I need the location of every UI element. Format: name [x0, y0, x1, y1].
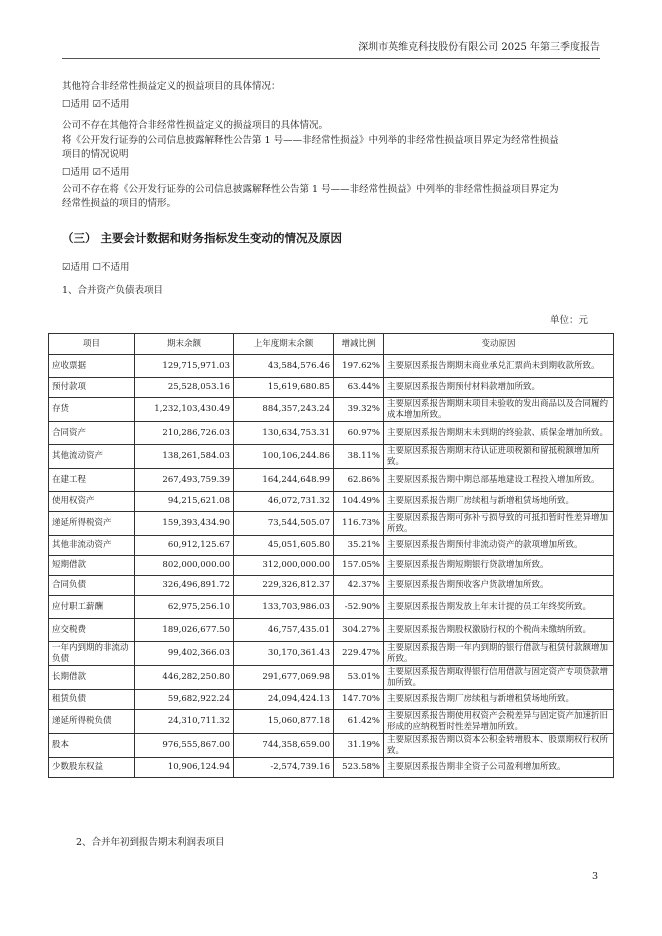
- row-prior-balance: 133,703,986.03: [234, 596, 334, 619]
- row-ending-balance: 1,232,103,430.49: [135, 398, 234, 422]
- section-3-heading: （三） 主要会计数据和财务指标发生变动的情况及原因: [62, 231, 343, 245]
- subtitle-balance-sheet: 1、合并资产负债表项目: [62, 285, 164, 296]
- page-number: 3: [591, 871, 598, 882]
- table-row: [49, 710, 614, 734]
- header-ending-balance: 期末余额: [135, 334, 234, 355]
- applicability-check-3: ☑适用 ☐不适用: [62, 262, 130, 273]
- row-change-ratio: -52.90%: [334, 596, 384, 619]
- subtitle-income-statement: 2、合并年初到报告期末利润表项目: [76, 837, 225, 848]
- row-change-ratio: 62.86%: [334, 469, 384, 492]
- row-change-ratio: 197.62%: [334, 355, 384, 378]
- row-ending-balance: 189,026,677.50: [135, 619, 234, 642]
- row-reason: 主要原因系报告期期末待认证进项税额和留抵税额增加所致。: [384, 445, 614, 469]
- row-ending-balance: 10,906,124.94: [135, 758, 234, 778]
- row-change-ratio: 61.42%: [334, 710, 384, 734]
- row-item: 在建工程: [49, 469, 135, 492]
- balance-sheet-change-table: [48, 333, 614, 778]
- row-ending-balance: 59,682,922.24: [135, 690, 234, 710]
- row-item: 应付职工薪酬: [49, 596, 135, 619]
- row-reason: 主要原因系报告期预付非流动资产的款项增加所致。: [384, 536, 614, 556]
- row-ending-balance: 99,402,366.03: [135, 642, 234, 666]
- row-reason: 主要原因系报告期期末商业承兑汇票尚未到期收款所致。: [384, 355, 614, 378]
- table-row: [49, 492, 614, 512]
- row-item: 其他非流动资产: [49, 536, 135, 556]
- row-change-ratio: 157.05%: [334, 556, 384, 576]
- row-item: 存货: [49, 398, 135, 422]
- row-prior-balance: 46,757,435.01: [234, 619, 334, 642]
- row-change-ratio: 35.21%: [334, 536, 384, 556]
- table-row: [49, 469, 614, 492]
- unit-label: 单位：元: [549, 315, 588, 326]
- table-row: [49, 445, 614, 469]
- row-reason: 主要原因系报告期预收客户货款增加所致。: [384, 576, 614, 596]
- row-reason: 主要原因系报告期股权激励行权的个税尚未缴纳所致。: [384, 619, 614, 642]
- row-item: 其他流动资产: [49, 445, 135, 469]
- page-header: [62, 42, 600, 59]
- row-reason: 主要原因系报告期取得银行信用借款与固定资产专项贷款增加所致。: [384, 666, 614, 690]
- row-item: 租赁负债: [49, 690, 135, 710]
- table-row: [49, 512, 614, 536]
- row-change-ratio: 523.58%: [334, 758, 384, 778]
- row-prior-balance: -2,574,739.16: [234, 758, 334, 778]
- row-reason: 主要原因系报告期一年内到期的银行借款与租赁付款额增加所致。: [384, 642, 614, 666]
- row-change-ratio: 42.37%: [334, 576, 384, 596]
- row-item: 合同负债: [49, 576, 135, 596]
- row-prior-balance: 229,326,812.37: [234, 576, 334, 596]
- classification-line-1: 将《公开发行证券的公司信息披露解释性公告第 1 号——非经常性损益》中列举的非经常性损益项目界定为经常性损益: [62, 135, 559, 146]
- table-row: [49, 378, 614, 398]
- row-prior-balance: 100,106,244.86: [234, 445, 334, 469]
- row-change-ratio: 31.19%: [334, 734, 384, 758]
- row-ending-balance: 24,310,711.32: [135, 710, 234, 734]
- row-prior-balance: 46,072,731.32: [234, 492, 334, 512]
- row-ending-balance: 210,286,726.03: [135, 422, 234, 445]
- applicability-check-1: ☐适用 ☑不适用: [62, 99, 130, 110]
- table-row: [49, 619, 614, 642]
- table-header-row: [49, 334, 614, 355]
- row-prior-balance: 15,060,877.18: [234, 710, 334, 734]
- row-change-ratio: 104.49%: [334, 492, 384, 512]
- row-reason: 主要原因系报告期使用权资产会税差异与固定资产加速折旧形成的应纳税暂时性差异增加所致。: [384, 710, 614, 734]
- row-ending-balance: 60,912,125.67: [135, 536, 234, 556]
- row-prior-balance: 744,358,659.00: [234, 734, 334, 758]
- header-change-ratio: 增减比例: [334, 334, 384, 355]
- row-ending-balance: 159,393,434.90: [135, 512, 234, 536]
- row-change-ratio: 38.11%: [334, 445, 384, 469]
- table-row: [49, 536, 614, 556]
- row-item: 递延所得税资产: [49, 512, 135, 536]
- table-row: [49, 355, 614, 378]
- row-change-ratio: 63.44%: [334, 378, 384, 398]
- row-reason: 主要原因系报告期以资本公积金转增股本、股票期权行权所致。: [384, 734, 614, 758]
- header-prior-year-balance: 上年度期末余额: [234, 334, 334, 355]
- row-change-ratio: 304.27%: [334, 619, 384, 642]
- row-prior-balance: 164,244,648.99: [234, 469, 334, 492]
- row-prior-balance: 15,619,680.85: [234, 378, 334, 398]
- classification-note-line-2: 经常性损益的项目的情形。: [62, 198, 177, 209]
- row-reason: 主要原因系报告期厂房续租与新增租赁场地所致。: [384, 492, 614, 512]
- row-reason: 主要原因系报告期可弥补亏损导致的可抵扣暂时性差异增加所致。: [384, 512, 614, 536]
- row-prior-balance: 73,544,505.07: [234, 512, 334, 536]
- row-ending-balance: 138,261,584.03: [135, 445, 234, 469]
- row-item: 使用权资产: [49, 492, 135, 512]
- row-item: 预付款项: [49, 378, 135, 398]
- row-prior-balance: 24,094,424.13: [234, 690, 334, 710]
- row-prior-balance: 43,584,576.46: [234, 355, 334, 378]
- classification-description: [62, 134, 598, 162]
- other-items-note: 公司不存在其他符合非经常性损益定义的损益项目的具体情况。: [62, 120, 329, 131]
- row-reason: 主要原因系报告期短期银行贷款增加所致。: [384, 556, 614, 576]
- row-ending-balance: 267,493,759.39: [135, 469, 234, 492]
- row-reason: 主要原因系报告期期末项目未验收的发出商品以及合同履约成本增加所致。: [384, 398, 614, 422]
- row-item: 长期借款: [49, 666, 135, 690]
- row-item: 递延所得税负债: [49, 710, 135, 734]
- row-reason: 主要原因系报告期非全资子公司盈利增加所致。: [384, 758, 614, 778]
- row-ending-balance: 326,496,891.72: [135, 576, 234, 596]
- table-row: [49, 422, 614, 445]
- row-item: 股本: [49, 734, 135, 758]
- row-item: 应交税费: [49, 619, 135, 642]
- row-ending-balance: 129,715,971.03: [135, 355, 234, 378]
- classification-note: [62, 183, 598, 211]
- row-ending-balance: 802,000,000.00: [135, 556, 234, 576]
- table-row: [49, 690, 614, 710]
- table-row: [49, 734, 614, 758]
- report-title: 深圳市英维克科技股份有限公司 2025 年第三季度报告: [358, 42, 600, 53]
- row-change-ratio: 147.70%: [334, 690, 384, 710]
- row-change-ratio: 53.01%: [334, 666, 384, 690]
- row-prior-balance: 312,000,000.00: [234, 556, 334, 576]
- row-change-ratio: 60.97%: [334, 422, 384, 445]
- row-change-ratio: 116.73%: [334, 512, 384, 536]
- row-change-ratio: 39.32%: [334, 398, 384, 422]
- row-prior-balance: 30,170,361.43: [234, 642, 334, 666]
- row-change-ratio: 229.47%: [334, 642, 384, 666]
- classification-line-2: 项目的情况说明: [62, 149, 129, 160]
- classification-note-line-1: 公司不存在将《公开发行证券的公司信息披露解释性公告第 1 号——非经常性损益》中列举的非经常性损益项目界定为: [62, 184, 559, 195]
- row-item: 少数股东权益: [49, 758, 135, 778]
- row-reason: 主要原因系报告期中期总部基地建设工程投入增加所致。: [384, 469, 614, 492]
- header-reason: 变动原因: [384, 334, 614, 355]
- row-ending-balance: 25,528,053.16: [135, 378, 234, 398]
- row-prior-balance: 130,634,753.31: [234, 422, 334, 445]
- applicability-check-2: ☐适用 ☑不适用: [62, 167, 130, 178]
- row-reason: 主要原因系报告期预付材料款增加所致。: [384, 378, 614, 398]
- table-row: [49, 596, 614, 619]
- table-row: [49, 576, 614, 596]
- row-ending-balance: 94,215,621.08: [135, 492, 234, 512]
- table-row: [49, 398, 614, 422]
- other-items-title: 其他符合非经常性损益定义的损益项目的具体情况：: [62, 81, 281, 92]
- row-item: 应收票据: [49, 355, 135, 378]
- table-row: [49, 666, 614, 690]
- row-prior-balance: 884,357,243.24: [234, 398, 334, 422]
- row-item: 短期借款: [49, 556, 135, 576]
- row-prior-balance: 291,677,069.98: [234, 666, 334, 690]
- row-reason: 主要原因系报告期发放上年末计提的员工年终奖所致。: [384, 596, 614, 619]
- header-item: 项目: [49, 334, 135, 355]
- row-ending-balance: 62,975,256.10: [135, 596, 234, 619]
- row-ending-balance: 976,555,867.00: [135, 734, 234, 758]
- row-prior-balance: 45,051,605.80: [234, 536, 334, 556]
- row-item: 一年内到期的非流动负债: [49, 642, 135, 666]
- table-row: [49, 758, 614, 778]
- row-ending-balance: 446,282,250.80: [135, 666, 234, 690]
- row-item: 合同资产: [49, 422, 135, 445]
- row-reason: 主要原因系报告期期末未到期的终验款、质保金增加所致。: [384, 422, 614, 445]
- table-row: [49, 556, 614, 576]
- row-reason: 主要原因系报告期厂房续租与新增租赁场地所致。: [384, 690, 614, 710]
- table-row: [49, 642, 614, 666]
